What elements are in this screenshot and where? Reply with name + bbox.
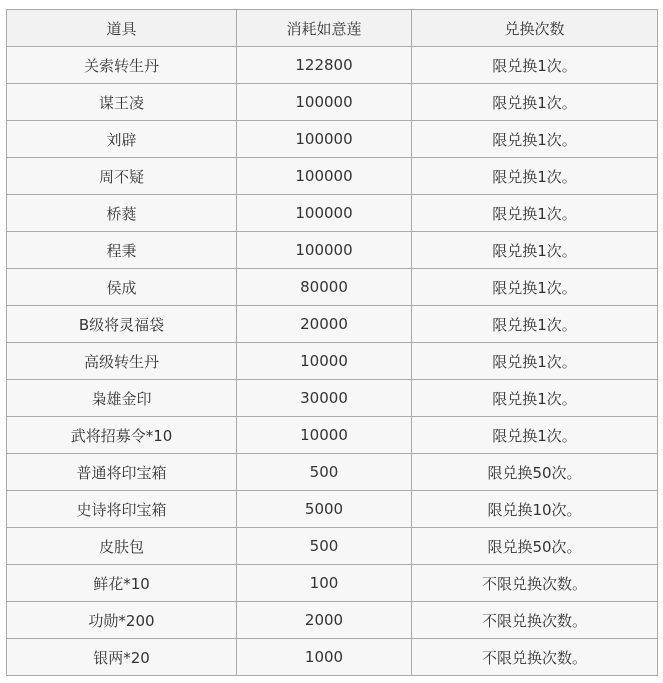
limit-cell: 限兑换1次。	[412, 84, 658, 121]
table-row	[7, 454, 658, 491]
table-row	[7, 232, 658, 269]
item-cell: 武将招募令*10	[7, 417, 237, 454]
item-cell: 侯成	[7, 269, 237, 306]
item-cell: B级将灵福袋	[7, 306, 237, 343]
limit-cell: 限兑换1次。	[412, 232, 658, 269]
limit-cell: 限兑换1次。	[412, 380, 658, 417]
limit-cell: 不限兑换次数。	[412, 602, 658, 639]
header-item: 道具	[7, 10, 237, 47]
header-cost: 消耗如意莲	[237, 10, 412, 47]
item-cell: 鲜花*10	[7, 565, 237, 602]
cost-cell: 100000	[237, 232, 412, 269]
cost-cell: 100000	[237, 195, 412, 232]
limit-cell: 限兑换1次。	[412, 417, 658, 454]
cost-cell: 30000	[237, 380, 412, 417]
item-cell: 银两*20	[7, 639, 237, 676]
table-row	[7, 565, 658, 602]
table-row	[7, 306, 658, 343]
limit-cell: 限兑换1次。	[412, 158, 658, 195]
table-row	[7, 380, 658, 417]
limit-cell: 不限兑换次数。	[412, 565, 658, 602]
cost-cell: 100000	[237, 121, 412, 158]
limit-cell: 限兑换1次。	[412, 343, 658, 380]
table-row	[7, 528, 658, 565]
cost-cell: 100	[237, 565, 412, 602]
cost-cell: 10000	[237, 417, 412, 454]
table-body	[7, 47, 658, 676]
header-row	[7, 10, 658, 47]
limit-cell: 限兑换1次。	[412, 195, 658, 232]
limit-cell: 限兑换1次。	[412, 306, 658, 343]
exchange-table	[6, 9, 658, 676]
item-cell: 普通将印宝箱	[7, 454, 237, 491]
cost-cell: 10000	[237, 343, 412, 380]
cost-cell: 500	[237, 528, 412, 565]
cost-cell: 20000	[237, 306, 412, 343]
cost-cell: 100000	[237, 84, 412, 121]
table-row	[7, 121, 658, 158]
limit-cell: 不限兑换次数。	[412, 639, 658, 676]
item-cell: 桥蕤	[7, 195, 237, 232]
limit-cell: 限兑换1次。	[412, 121, 658, 158]
cost-cell: 122800	[237, 47, 412, 84]
item-cell: 枭雄金印	[7, 380, 237, 417]
limit-cell: 限兑换50次。	[412, 454, 658, 491]
item-cell: 关索转生丹	[7, 47, 237, 84]
limit-cell: 限兑换10次。	[412, 491, 658, 528]
item-cell: 高级转生丹	[7, 343, 237, 380]
item-cell: 皮肤包	[7, 528, 237, 565]
table-row	[7, 47, 658, 84]
header-limit: 兑换次数	[412, 10, 658, 47]
item-cell: 程秉	[7, 232, 237, 269]
item-cell: 刘辟	[7, 121, 237, 158]
limit-cell: 限兑换50次。	[412, 528, 658, 565]
table-row	[7, 84, 658, 121]
cost-cell: 500	[237, 454, 412, 491]
table-row	[7, 343, 658, 380]
limit-cell: 限兑换1次。	[412, 269, 658, 306]
table-row	[7, 639, 658, 676]
item-cell: 功勋*200	[7, 602, 237, 639]
cost-cell: 100000	[237, 158, 412, 195]
table-row	[7, 158, 658, 195]
cost-cell: 2000	[237, 602, 412, 639]
table-header	[7, 10, 658, 47]
table-row	[7, 269, 658, 306]
item-cell: 谋王凌	[7, 84, 237, 121]
table-row	[7, 602, 658, 639]
item-cell: 周不疑	[7, 158, 237, 195]
cost-cell: 1000	[237, 639, 412, 676]
limit-cell: 限兑换1次。	[412, 47, 658, 84]
cost-cell: 5000	[237, 491, 412, 528]
table-row	[7, 491, 658, 528]
cost-cell: 80000	[237, 269, 412, 306]
item-cell: 史诗将印宝箱	[7, 491, 237, 528]
table-row	[7, 417, 658, 454]
table-row	[7, 195, 658, 232]
